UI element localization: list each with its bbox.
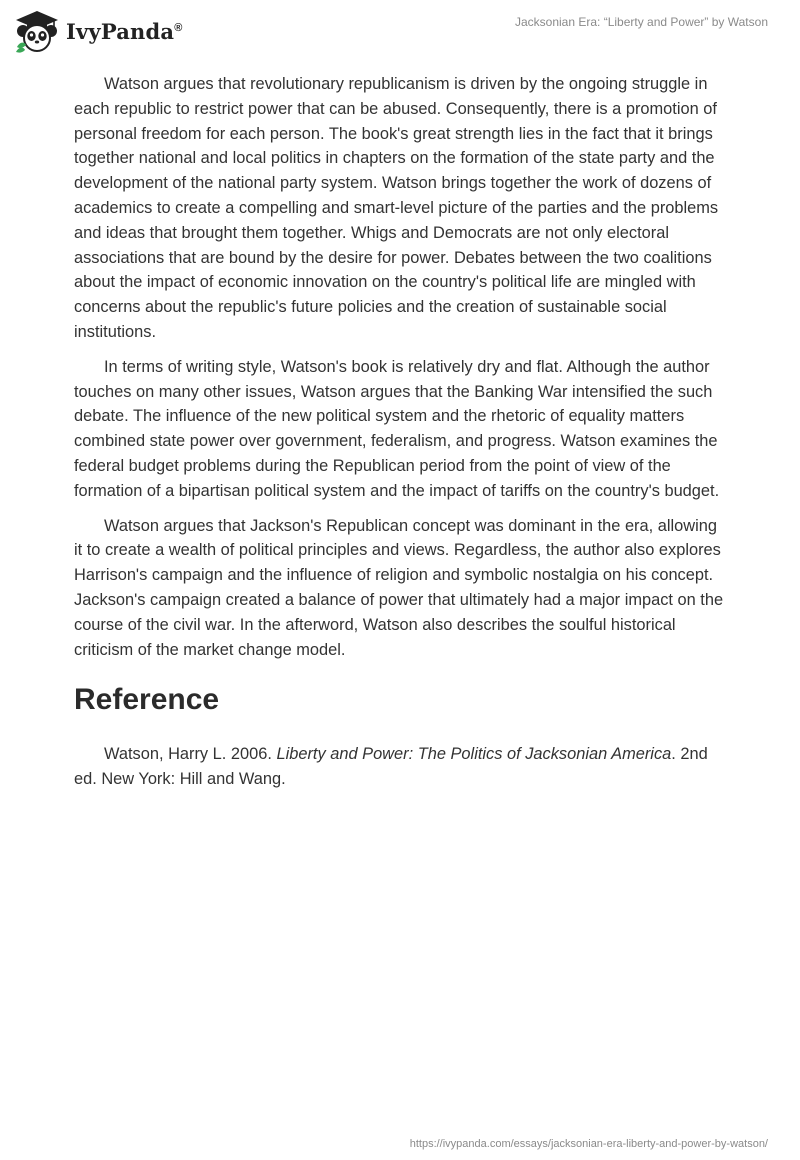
reference-entry [74, 742, 726, 792]
body-paragraph-1: Watson argues that revolutionary republicanism is driven by the ongoing struggle in each republic to restrict power that can be abused. Consequently, there is a promotion of personal freedom for each person. The book's great strength lies in the fact that it brings together national and local politics in chapters on the formation of the state party and the development of the national party system. Watson brings together the work of dozens of academics to create a compelling and smart-level picture of the parties and the problems and ideas that brought them together. Whigs and Democrats are not only electoral associations that are bound by the desire for power. Debates between the two coalitions about the impact of economic innovation on the country's political life are mingled with concerns about the republic's future policies and the creation of sustainable social institutions. [74, 75, 719, 341]
panda-logo-icon [14, 9, 60, 53]
page-header [0, 0, 800, 60]
ivypanda-logo[interactable] [14, 9, 183, 53]
reference-book-title: Liberty and Power: The Politics of Jacksonian America [276, 745, 672, 764]
registered-mark: ® [174, 21, 183, 34]
body-paragraph-3: Watson argues that Jackson's Republican concept was dominant in the era, allowing it to create a wealth of political principles and views. Regardless, the author also explores Harrison's campaign and the influence of religion and symbolic nostalgia on his concept. Jackson's campaign created a balance of power that ultimately had a major impact on the course of the civil war. In the afterword, Watson also describes the soulful historical criticism of the market change model. [74, 516, 724, 659]
body-paragraph-2: In terms of writing style, Watson's book is relatively dry and flat. Although the author touches on many other issues, Watson argues that the Banking War intensified the such debate. The influence of the new political system and the rhetoric of equality matters combined state power over government, federalism, and progress. Watson examines the federal budget problems during the Republican period from the point of view of the formation of a bipartisan political system and the impact of tariffs on the country's budget. [74, 357, 720, 500]
running-title: Jacksonian Era: “Liberty and Power” by Watson [514, 15, 768, 29]
essay-content [74, 72, 726, 792]
logo-wordmark [66, 19, 183, 44]
reference-publication-info: . 2nd ed. New York: Hill and Wang. [74, 745, 708, 789]
reference-author-year: Watson, Harry L. 2006. [104, 745, 277, 764]
reference-heading: Reference [74, 683, 220, 717]
source-url[interactable]: https://ivypanda.com/essays/jacksonian-era-liberty-and-power-by-watson/ [409, 1138, 768, 1150]
logo-text: IvyPanda [66, 18, 175, 44]
